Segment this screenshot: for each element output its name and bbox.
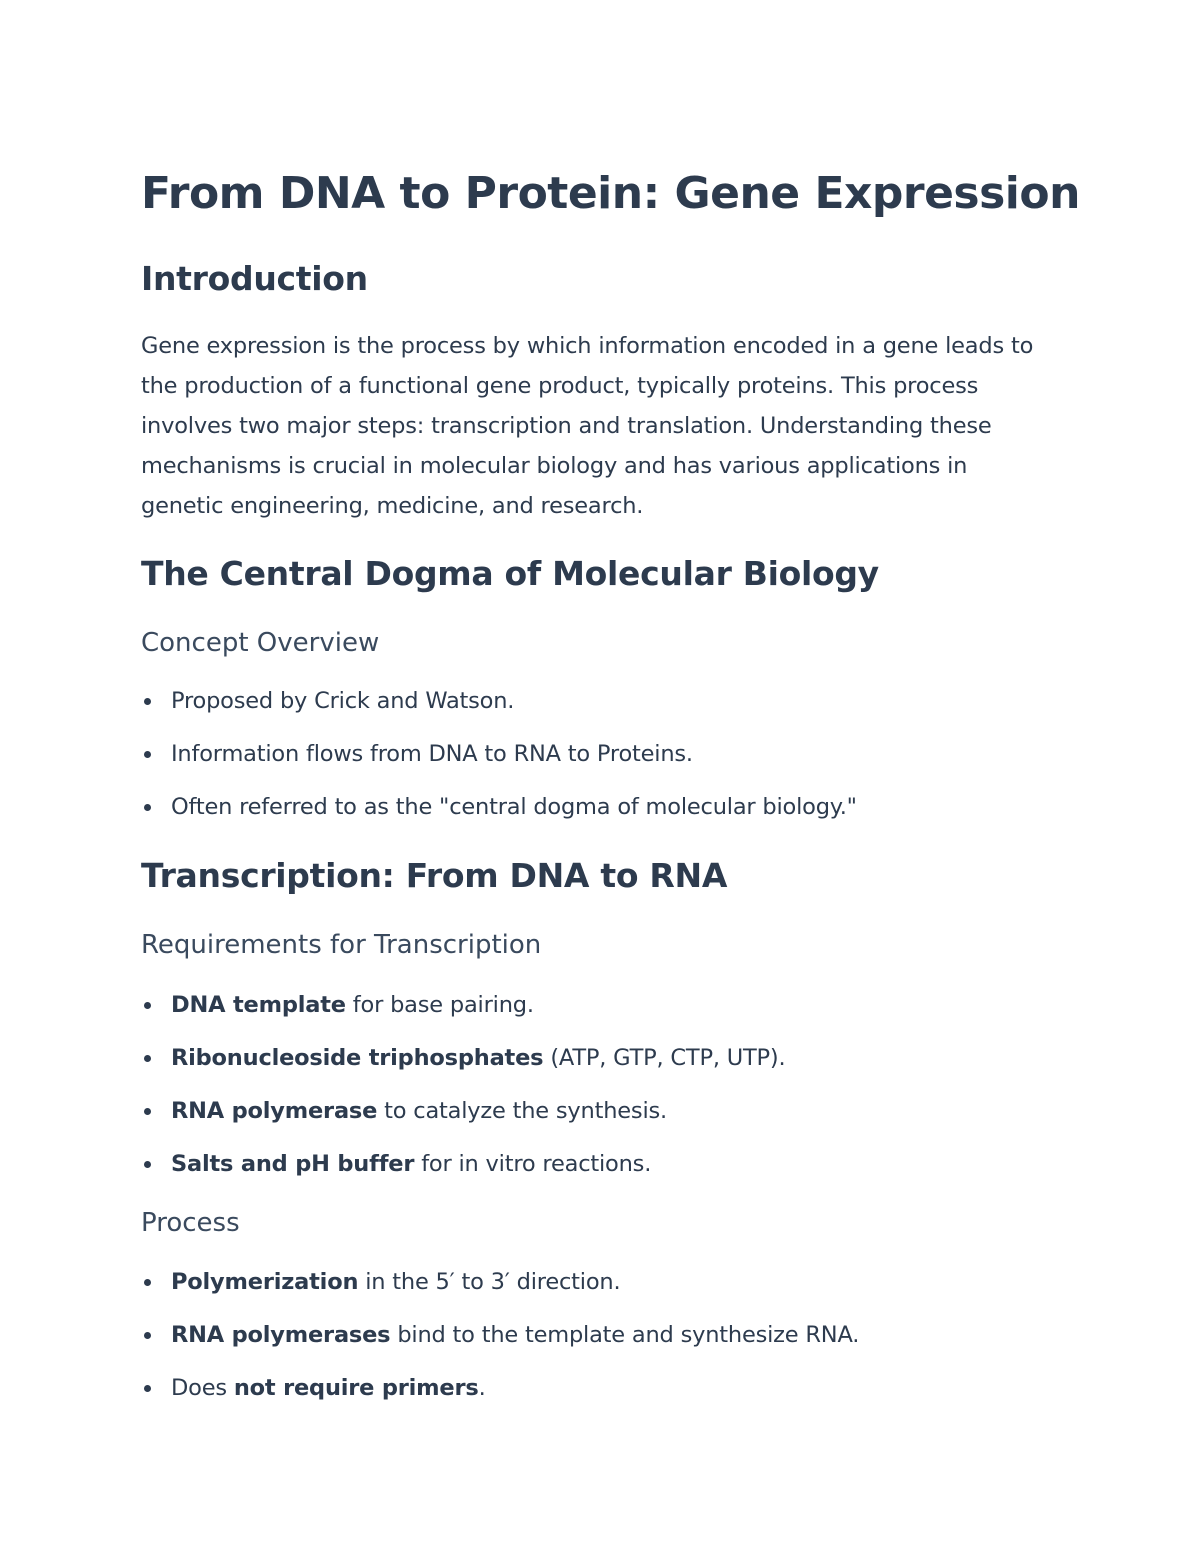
page-title: From DNA to Protein: Gene Expression xyxy=(141,168,1080,219)
list-item: RNA polymerase to catalyze the synthesis. xyxy=(141,1098,785,1151)
concept-overview-list xyxy=(141,688,857,847)
list-item: Polymerization in the 5′ to 3′ direction. xyxy=(141,1269,859,1322)
introduction-heading: Introduction xyxy=(141,259,368,298)
bullet-icon xyxy=(144,1279,151,1286)
bullet-icon xyxy=(144,1108,151,1115)
process-subheading: Process xyxy=(141,1208,240,1238)
requirements-subheading: Requirements for Transcription xyxy=(141,930,542,960)
transcription-heading: Transcription: From DNA to RNA xyxy=(141,856,728,895)
list-item: Salts and pH buffer for in vitro reactions. xyxy=(141,1151,785,1204)
list-item: Ribonucleoside triphosphates (ATP, GTP, CTP, UTP). xyxy=(141,1045,785,1098)
requirements-list xyxy=(141,992,785,1204)
central-dogma-heading: The Central Dogma of Molecular Biology xyxy=(141,554,879,593)
bullet-icon xyxy=(144,1332,151,1339)
list-item: RNA polymerases bind to the template and synthesize RNA. xyxy=(141,1322,859,1375)
bullet-icon xyxy=(144,1161,151,1168)
bullet-icon xyxy=(144,698,151,705)
list-item: Often referred to as the "central dogma of molecular biology." xyxy=(141,794,857,847)
process-list xyxy=(141,1269,859,1428)
bullet-icon xyxy=(144,1055,151,1062)
list-item: Information flows from DNA to RNA to Proteins. xyxy=(141,741,857,794)
concept-overview-subheading: Concept Overview xyxy=(141,628,380,658)
bullet-icon xyxy=(144,751,151,758)
bullet-icon xyxy=(144,1385,151,1392)
bullet-icon xyxy=(144,804,151,811)
list-item: Does not require primers. xyxy=(141,1375,859,1428)
bullet-icon xyxy=(144,1002,151,1009)
list-item: Proposed by Crick and Watson. xyxy=(141,688,857,741)
introduction-paragraph: Gene expression is the process by which information encoded in a gene leads to the production of a functional gene product, typically proteins. This process involves two major steps: transcription and translation. Understanding these mechanisms is crucial in molecular biology and has various applications in genetic engineering, medicine, and research. xyxy=(141,333,1034,519)
list-item: DNA template for base pairing. xyxy=(141,992,785,1045)
